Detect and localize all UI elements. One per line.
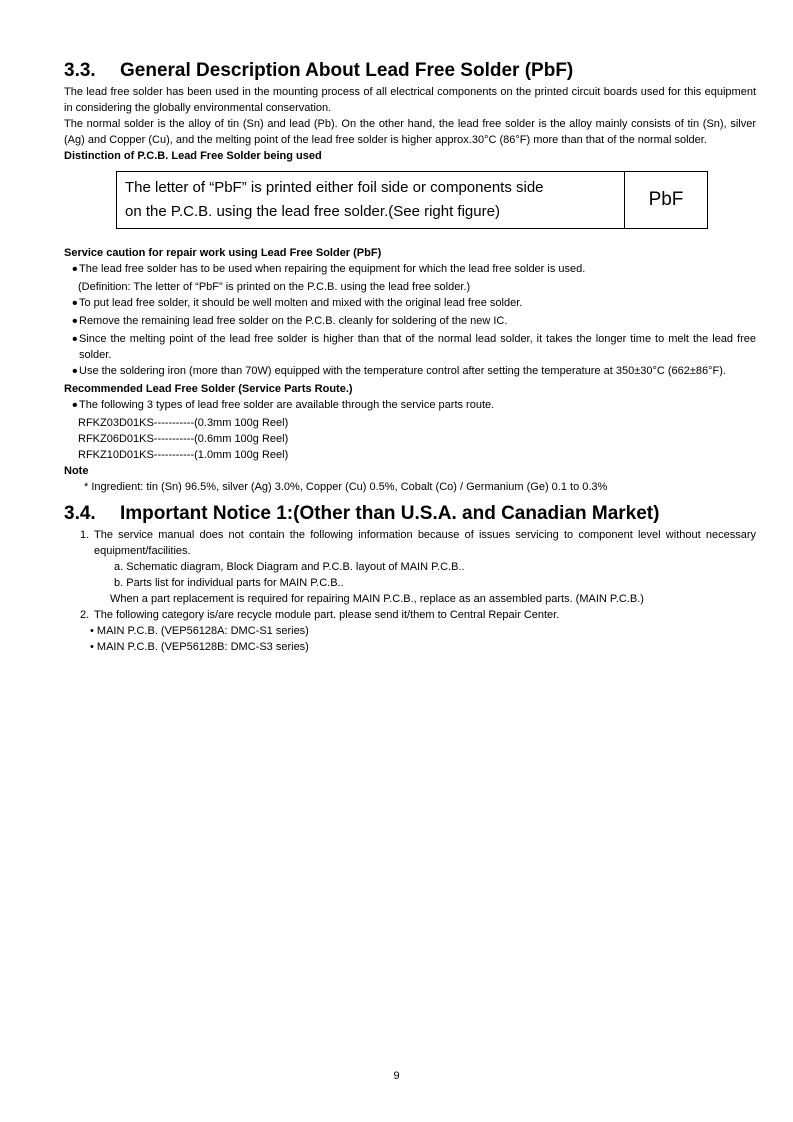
service-caution-heading: Service caution for repair work using Lead Free Solder (PbF) <box>64 247 382 259</box>
notice-item-2 <box>80 607 756 623</box>
recommended-intro <box>64 397 756 415</box>
item-number: 2. <box>80 609 90 621</box>
section-title: Important Notice 1:(Other than U.S.A. and Canadian Market) <box>120 503 660 524</box>
bullet: • <box>90 641 94 653</box>
caution-definition: (Definition: The letter of “PbF” is printed on the P.C.B. using the lead free solder.) <box>78 281 471 293</box>
notice-list <box>64 527 756 655</box>
part-number-line: RFKZ06D01KS-----------(0.6mm 100g Reel) <box>78 433 289 445</box>
section-number: 3.3. <box>64 60 96 81</box>
bullet: • <box>72 295 78 312</box>
pbf-info-box <box>116 171 708 229</box>
caution-text: The lead free solder has to be used when repairing the equipment for which the lead free solder is used. <box>79 263 586 275</box>
pbf-info-text <box>117 172 625 228</box>
note-heading: Note <box>64 465 89 477</box>
item-text: The service manual does not contain the following information because of issues servicing to component level without necessary equipment/facilities. <box>94 529 756 557</box>
part-number-line: RFKZ03D01KS-----------(0.3mm 100g Reel) <box>78 417 289 429</box>
section-3-3-heading <box>64 58 756 84</box>
page-content <box>64 58 756 655</box>
pbf-info-line-2: on the P.C.B. using the lead free solder.(See right figure) <box>125 203 500 220</box>
caution-item <box>64 331 756 363</box>
section-number: 3.4. <box>64 503 96 524</box>
caution-text: To put lead free solder, it should be well molten and mixed with the original lead free solder. <box>79 297 523 309</box>
caution-item <box>64 363 756 381</box>
bullet: • <box>72 363 78 380</box>
part-number-line: RFKZ10D01KS-----------(1.0mm 100g Reel) <box>78 449 289 461</box>
replacement-note: When a part replacement is required for repairing MAIN P.C.B., replace as an assembled parts. (MAIN P.C.B.) <box>110 593 644 605</box>
bullet: • <box>90 625 94 637</box>
notice-item-1 <box>80 527 756 559</box>
caution-item <box>64 295 756 313</box>
caution-text: Remove the remaining lead free solder on the P.C.B. cleanly for soldering of the new IC. <box>79 315 508 327</box>
bullet: • <box>72 397 78 414</box>
section-title: General Description About Lead Free Solder (PbF) <box>120 60 574 81</box>
intro-paragraph: The lead free solder has been used in the mounting process of all electrical components on the printed circuit boards used for this equipment in considering the globally environmental conservation. <box>64 86 756 114</box>
bullet: • <box>72 331 78 348</box>
module-text: MAIN P.C.B. (VEP56128A: DMC-S1 series) <box>96 625 309 637</box>
pbf-figure: PbF <box>648 189 684 210</box>
module-item <box>80 623 756 639</box>
module-text: MAIN P.C.B. (VEP56128B: DMC-S3 series) <box>96 641 309 653</box>
distinction-heading: Distinction of P.C.B. Lead Free Solder being used <box>64 150 322 162</box>
normal-solder-paragraph: The normal solder is the alloy of tin (Sn) and lead (Pb). On the other hand, the lead free solder is the alloy mainly consists of tin (Sn), silver (Ag) and Copper (Cu), and the melting point of the lead free solder is higher approx.30°C (86°F) more than that of the normal solder. <box>64 118 756 146</box>
sub-item-a: a. Schematic diagram, Block Diagram and P.C.B. layout of MAIN P.C.B.. <box>114 561 465 573</box>
caution-item <box>64 261 756 279</box>
note-text: * Ingredient: tin (Sn) 96.5%, silver (Ag) 3.0%, Copper (Cu) 0.5%, Cobalt (Co) / Germanium (Ge) 0.1 to 0.3% <box>84 481 608 493</box>
caution-text: Since the melting point of the lead free solder is higher than that of the normal lead solder, it takes the longer time to melt the lead free solder. <box>79 333 756 361</box>
sub-item-b: b. Parts list for individual parts for MAIN P.C.B.. <box>114 577 344 589</box>
bullet: • <box>72 261 78 278</box>
bullet: • <box>72 313 78 330</box>
page-number: 9 <box>393 1070 400 1082</box>
item-number: 1. <box>80 529 90 541</box>
item-text: The following category is/are recycle module part. please send it/them to Central Repair Center. <box>94 609 560 621</box>
recommended-intro-text: The following 3 types of lead free solder are available through the service parts route. <box>79 399 495 411</box>
recommended-solder-heading: Recommended Lead Free Solder (Service Parts Route.) <box>64 383 353 395</box>
caution-item <box>64 313 756 331</box>
module-item <box>80 639 756 655</box>
pbf-info-line-1: The letter of “PbF” is printed either foil side or components side <box>125 179 544 196</box>
caution-text: Use the soldering iron (more than 70W) equipped with the temperature control after setting the temperature at 350±30°C (662±86°F). <box>79 365 726 377</box>
section-3-4-heading <box>64 501 756 527</box>
